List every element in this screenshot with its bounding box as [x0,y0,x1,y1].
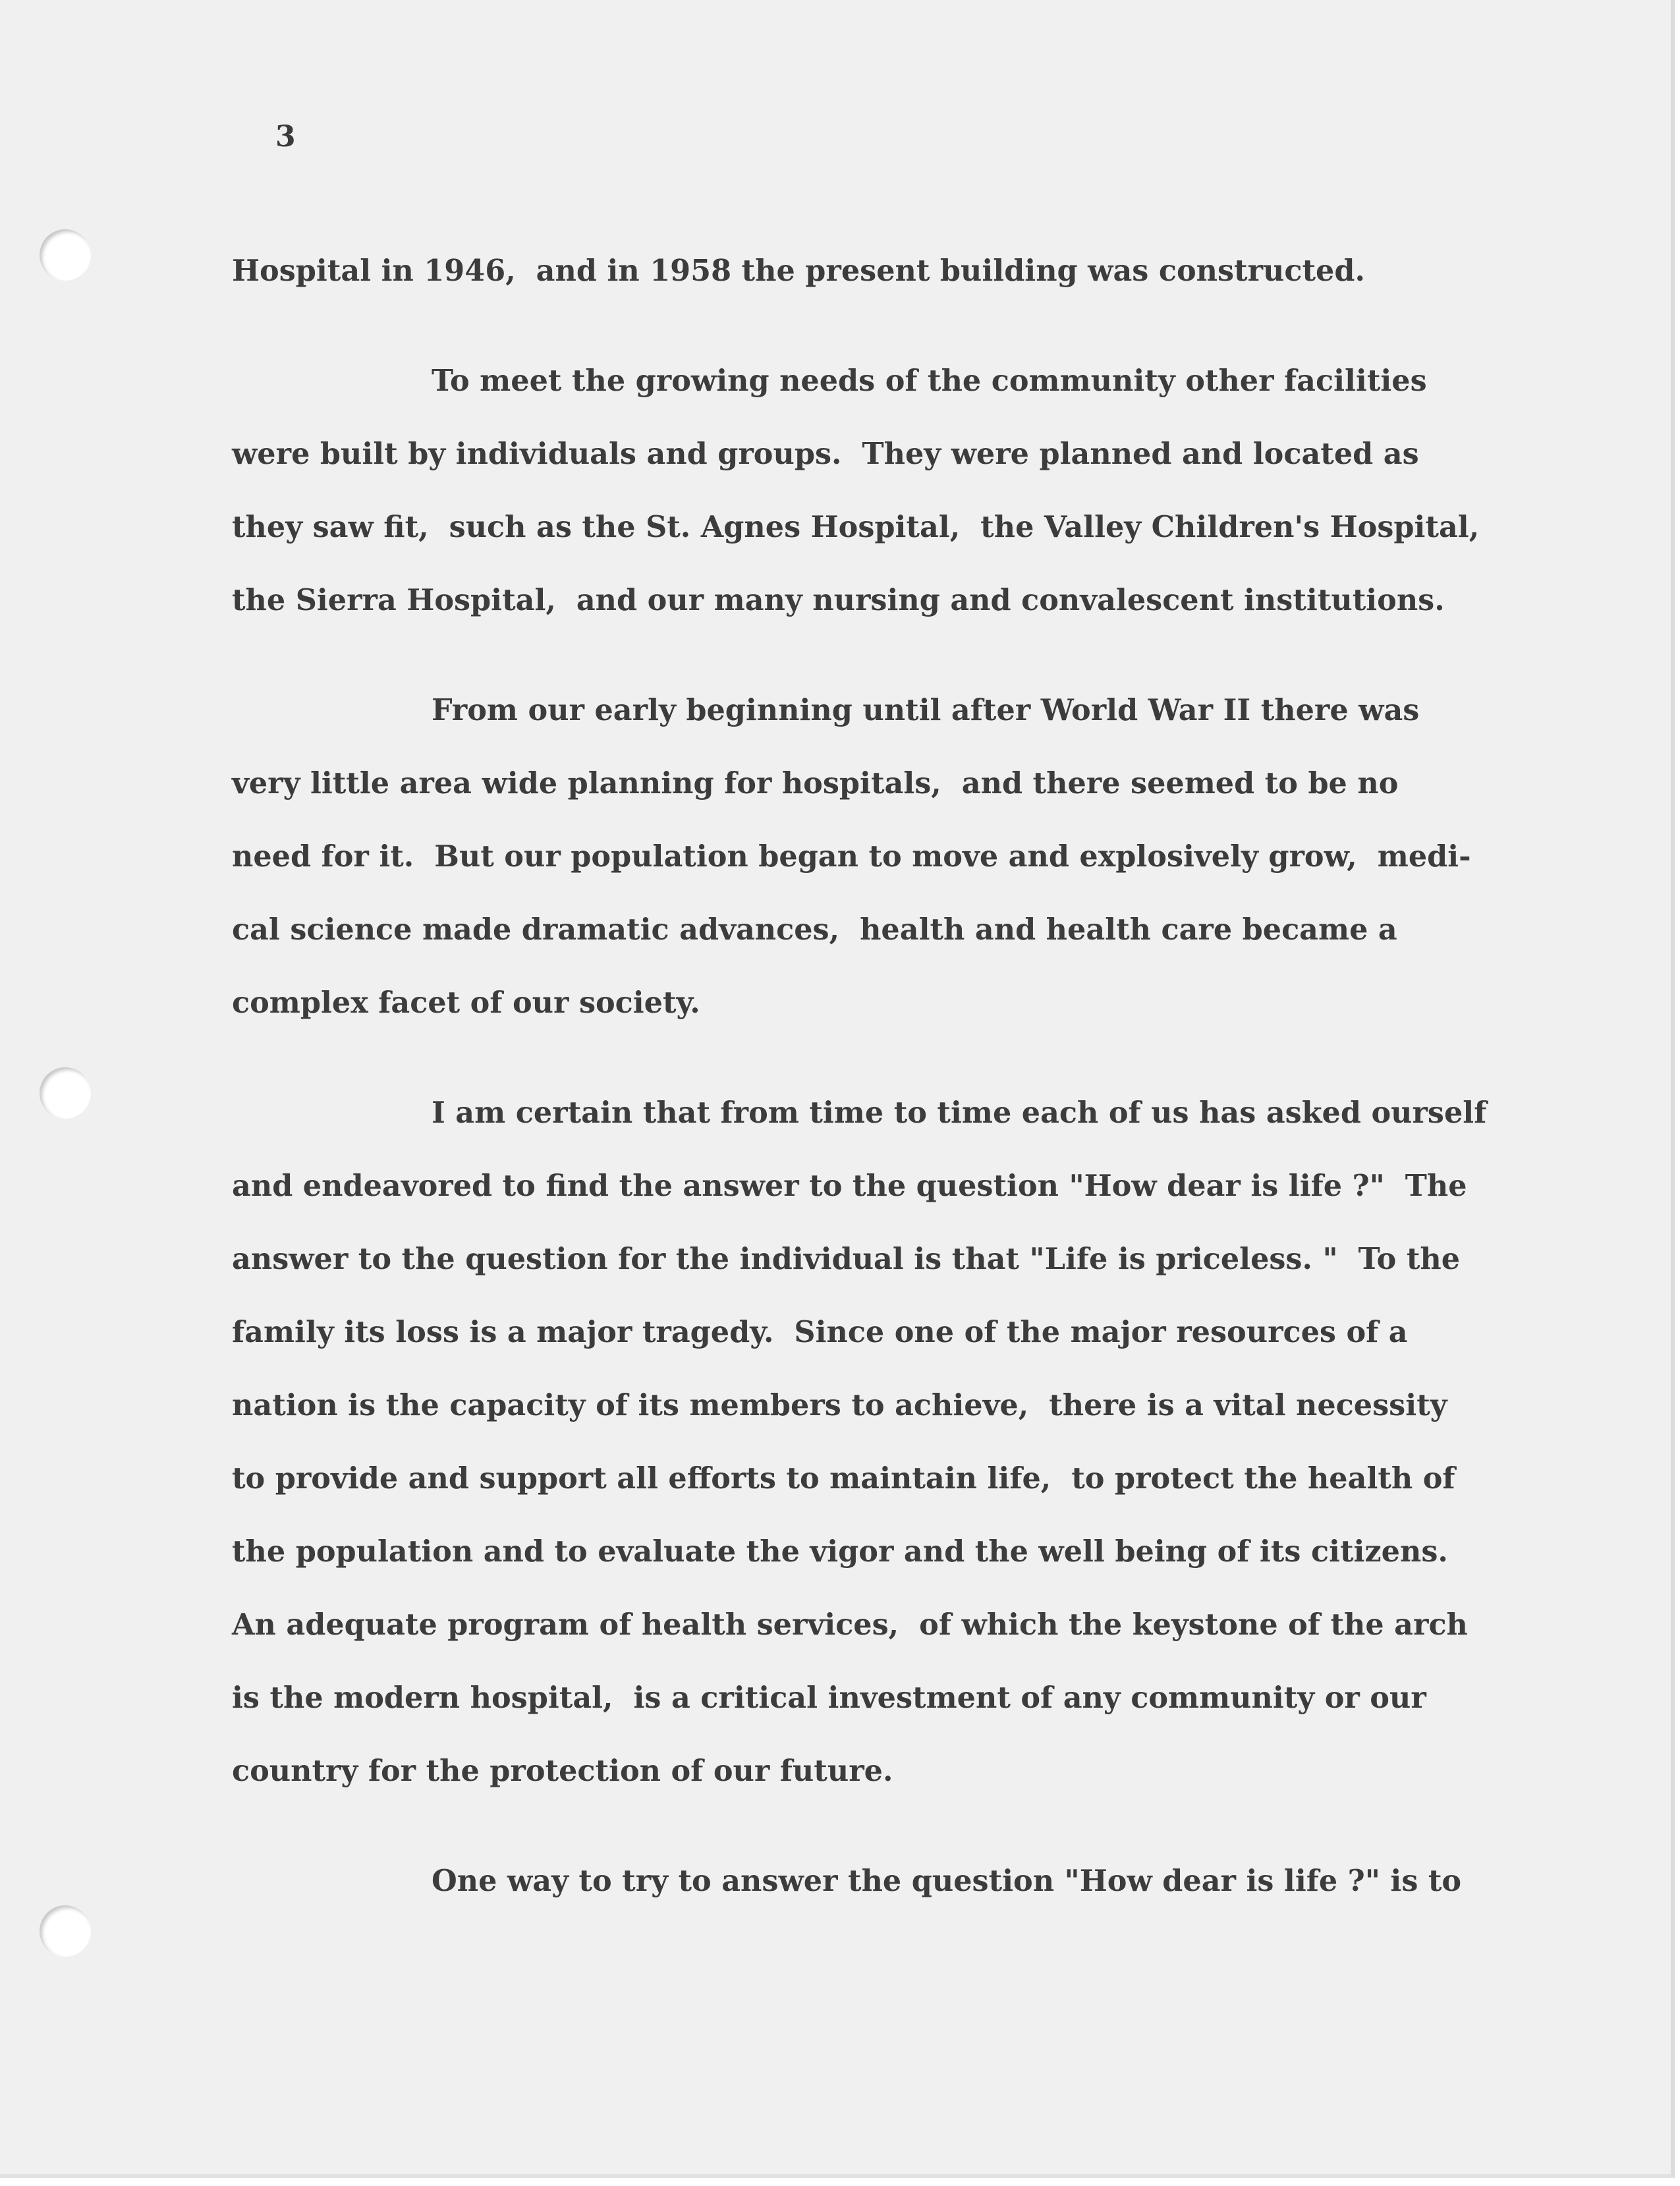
text-line: family its loss is a major tragedy. Since one of the major resources of a [232,1315,1408,1349]
text-line: need for it. But our population began to move and explosively grow, medi- [232,839,1471,874]
text-line: were built by individuals and groups. They were planned and located as [232,437,1419,471]
paragraph [232,235,1497,308]
text-line: nation is the capacity of its members to achieve, there is a vital necessity [232,1388,1447,1422]
text-line: and endeavored to find the answer to the question "How dear is life ?" The [232,1169,1467,1203]
paragraph [232,674,1497,1040]
text-line: From our early beginning until after World War II there was [432,693,1420,727]
punch-hole [40,229,91,281]
paragraph [232,1077,1497,1808]
text-line: the Sierra Hospital, and our many nursing and convalescent institutions. [232,583,1445,617]
punch-hole [40,1905,91,1957]
paragraph [232,345,1497,637]
paragraph [232,1845,1497,1918]
text-line: cal science made dramatic advances, health and health care became a [232,912,1397,947]
punch-hole [40,1067,91,1119]
document-body [232,235,1497,1918]
text-line: I am certain that from time to time each of us has asked ourself [432,1096,1487,1130]
text-line: the population and to evaluate the vigor and the well being of its citizens. [232,1534,1448,1569]
text-line: answer to the question for the individual is that "Life is priceless. " To the [232,1242,1461,1276]
text-line: An adequate program of health services, of which the keystone of the arch [232,1608,1468,1642]
text-line: One way to try to answer the question "How dear is life ?" is to [432,1864,1462,1898]
text-line: Hospital in 1946, and in 1958 the present building was constructed. [232,254,1365,288]
text-line: they saw fit, such as the St. Agnes Hospital, the Valley Children's Hospital, [232,510,1480,544]
text-line: is the modern hospital, is a critical investment of any community or our [232,1681,1426,1715]
text-line: country for the protection of our future. [232,1754,893,1788]
page-number: 3 [275,120,296,154]
text-line: very little area wide planning for hospitals, and there seemed to be no [232,766,1399,800]
text-line: To meet the growing needs of the community other facilities [432,364,1427,398]
text-line: complex facet of our society. [232,986,700,1020]
text-line: to provide and support all efforts to maintain life, to protect the health of [232,1461,1455,1496]
